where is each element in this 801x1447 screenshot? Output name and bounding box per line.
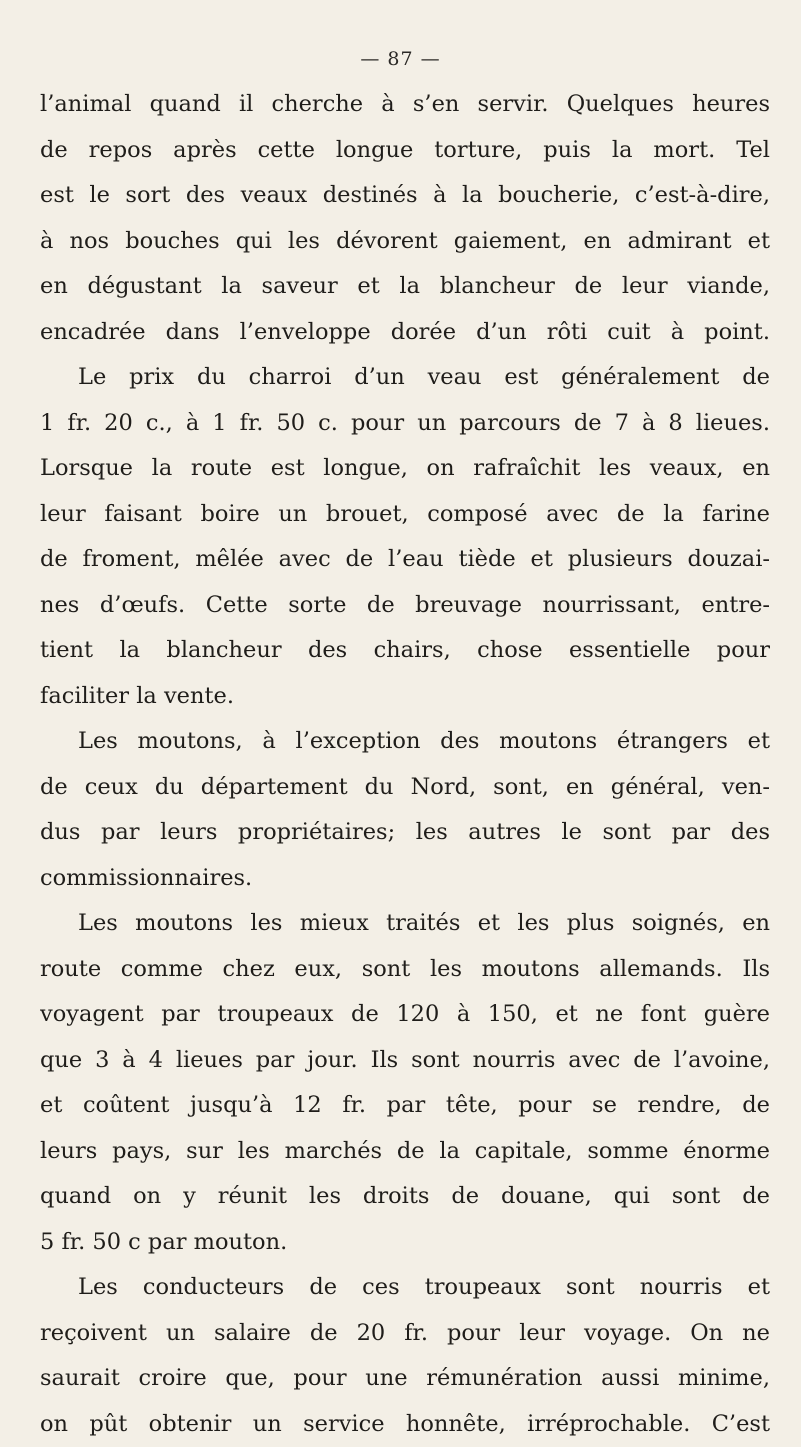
text-line: leurs pays, sur les marchés de la capitale, somme énorme [40, 1129, 770, 1175]
text-line: route comme chez eux, sont les moutons allemands. Ils [40, 947, 770, 993]
text-line: nes d’œufs. Cette sorte de breuvage nourrissant, entre- [40, 583, 770, 629]
text-line: tient la blancheur des chairs, chose essentielle pour [40, 628, 770, 674]
text-line: de ceux du département du Nord, sont, en général, ven- [40, 765, 770, 811]
page-number: — 87 — [0, 48, 801, 70]
paragraph-first-line: Les moutons les mieux traités et les plus soignés, en [40, 901, 770, 947]
text-line: est le sort des veaux destinés à la boucherie, c’est-à-dire, [40, 173, 770, 219]
text-line: Lorsque la route est longue, on rafraîchit les veaux, en [40, 446, 770, 492]
paragraph-last-line: faciliter la vente. [40, 674, 770, 720]
text-line: de repos après cette longue torture, puis la mort. Tel [40, 128, 770, 174]
text-line: on pût obtenir un service honnête, irréprochable. C’est [40, 1402, 770, 1447]
text-line: voyagent par troupeaux de 120 à 150, et ne font guère [40, 992, 770, 1038]
text-line: dus par leurs propriétaires; les autres le sont par des [40, 810, 770, 856]
text-line: 1 fr. 20 c., à 1 fr. 50 c. pour un parcours de 7 à 8 lieues. [40, 401, 770, 447]
text-line: en dégustant la saveur et la blancheur de leur viande, [40, 264, 770, 310]
text-line: à nos bouches qui les dévorent gaiement, en admirant et [40, 219, 770, 265]
text-line: reçoivent un salaire de 20 fr. pour leur voyage. On ne [40, 1311, 770, 1357]
text-line: encadrée dans l’enveloppe dorée d’un rôti cuit à point. [40, 310, 770, 356]
paragraph-first-line: Le prix du charroi d’un veau est généralement de [40, 355, 770, 401]
paragraph-last-line: commissionnaires. [40, 856, 770, 902]
paragraph-last-line: 5 fr. 50 c par mouton. [40, 1220, 770, 1266]
text-line: l’animal quand il cherche à s’en servir. Quelques heures [40, 82, 770, 128]
body-text [40, 82, 770, 1447]
text-line: que 3 à 4 lieues par jour. Ils sont nourris avec de l’avoine, [40, 1038, 770, 1084]
paragraph-first-line: Les moutons, à l’exception des moutons étrangers et [40, 719, 770, 765]
paragraph-first-line: Les conducteurs de ces troupeaux sont nourris et [40, 1265, 770, 1311]
text-line: et coûtent jusqu’à 12 fr. par tête, pour se rendre, de [40, 1083, 770, 1129]
text-line: de froment, mêlée avec de l’eau tiède et plusieurs douzai- [40, 537, 770, 583]
text-line: quand on y réunit les droits de douane, qui sont de [40, 1174, 770, 1220]
text-line: saurait croire que, pour une rémunération aussi minime, [40, 1356, 770, 1402]
text-line: leur faisant boire un brouet, composé avec de la farine [40, 492, 770, 538]
